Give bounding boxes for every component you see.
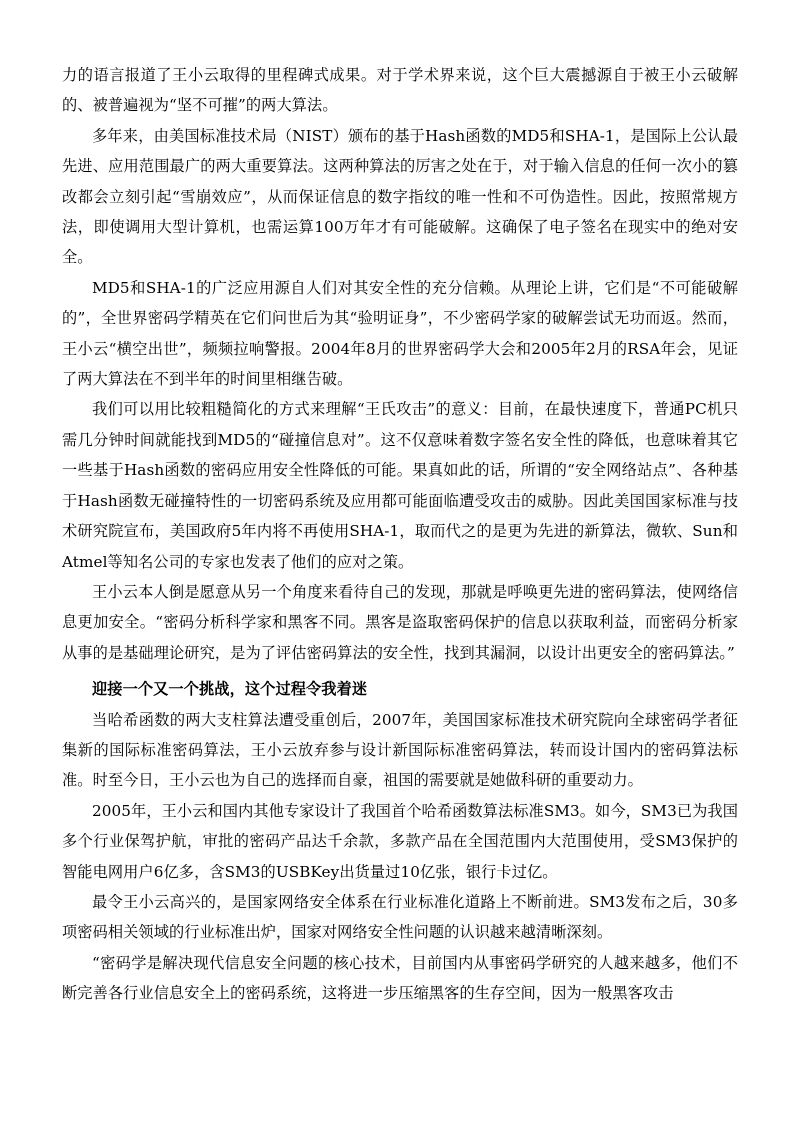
paragraph-perspective: 王小云本人倒是愿意从另一个角度来看待自己的发现，那就是呼唤更先进的密码算法，使网络信息更加安全。“密码分析科学家和黑客不同。黑客是盗取密码保护的信息以获取利益，而密码分析家从事的是基础理论研究，是为了评估密码算法的安全性，找到其漏洞，以设计出更安全的密码算法。” (62, 582, 738, 662)
document-page (62, 60, 738, 1009)
paragraph-2007: 当哈希函数的两大支柱算法遭受重创后，2007年，美国国家标准技术研究院向全球密码学者征集新的国际标准密码算法，王小云放弃参与设计新国际标准密码算法，转而设计国内的密码算法标准。时至今日，王小云也为自己的选择而自豪，祖国的需要就是她做科研的重要动力。 (62, 710, 738, 790)
paragraph-sm3: 2005年，王小云和国内其他专家设计了我国首个哈希函数算法标准SM3。如今，SM3已为我国多个行业保驾护航，审批的密码产品达千余款，多款产品在全国范围内大范围使用，受SM3保护的智能电网用户6亿多，含SM3的USBKey出货量过10亿张，银行卡过亿。 (62, 801, 738, 881)
paragraph-standards: 最令王小云高兴的，是国家网络安全体系在行业标准化道路上不断前进。SM3发布之后，30多项密码相关领域的行业标准出炉，国家对网络安全性问题的认识越来越清晰深刻。 (62, 892, 738, 942)
paragraph-continued: 力的语言报道了王小云取得的里程碑式成果。对于学术界来说，这个巨大震撼源自于被王小云破解的、被普遍视为“坚不可摧”的两大算法。 (62, 66, 738, 115)
paragraph-trust: MD5和SHA-1的广泛应用源自人们对其安全性的充分信赖。从理论上讲，它们是“不可能破解的”，全世界密码学精英在它们问世后为其“验明证身”，不少密码学家的破解尝试无功而返。然而，王小云“横空出世”，频频拉响警报。2004年8月的世界密码学大会和2005年2月的RSA年会，见证了两大算法在不到半年的时间里相继告破。 (62, 278, 738, 389)
paragraph-quote: “密码学是解决现代信息安全问题的核心技术，目前国内从事密码学研究的人越来越多，他们不断完善各行业信息安全上的密码系统，这将进一步压缩黑客的生存空间，因为一般黑客攻击 (62, 953, 738, 1003)
paragraph-md5-sha1: 多年来，由美国标准技术局（NIST）颁布的基于Hash函数的MD5和SHA-1，是国际上公认最先进、应用范围最广的两大重要算法。这两种算法的厉害之处在于，对于输入信息的任何一次小的篡改都会立刻引起“雪崩效应”，从而保证信息的数字指纹的唯一性和不可伪造性。因此，按照常规方法，即使调用大型计算机，也需运算100万年才有可能破解。这确保了电子签名在现实中的绝对安全。 (62, 126, 738, 267)
paragraph-wang-attack: 我们可以用比较粗糙简化的方式来理解“王氏攻击”的意义：目前，在最快速度下，普通PC机只需几分钟时间就能找到MD5的“碰撞信息对”。这不仅意味着数字签名安全性的降低，也意味着其它一些基于Hash函数的密码应用安全性降低的可能。果真如此的话，所谓的“安全网络站点”、各种基于Hash函数无碰撞特性的一切密码系统及应用都可能面临遭受攻击的威胁。因此美国国家标准与技术研究院宣布，美国政府5年内将不再使用SHA-1，取而代之的是更为先进的新算法，微软、Sun和Atmel等知名公司的专家也发表了他们的应对之策。 (62, 400, 738, 571)
section-heading: 迎接一个又一个挑战，这个过程令我着迷 (92, 680, 368, 699)
